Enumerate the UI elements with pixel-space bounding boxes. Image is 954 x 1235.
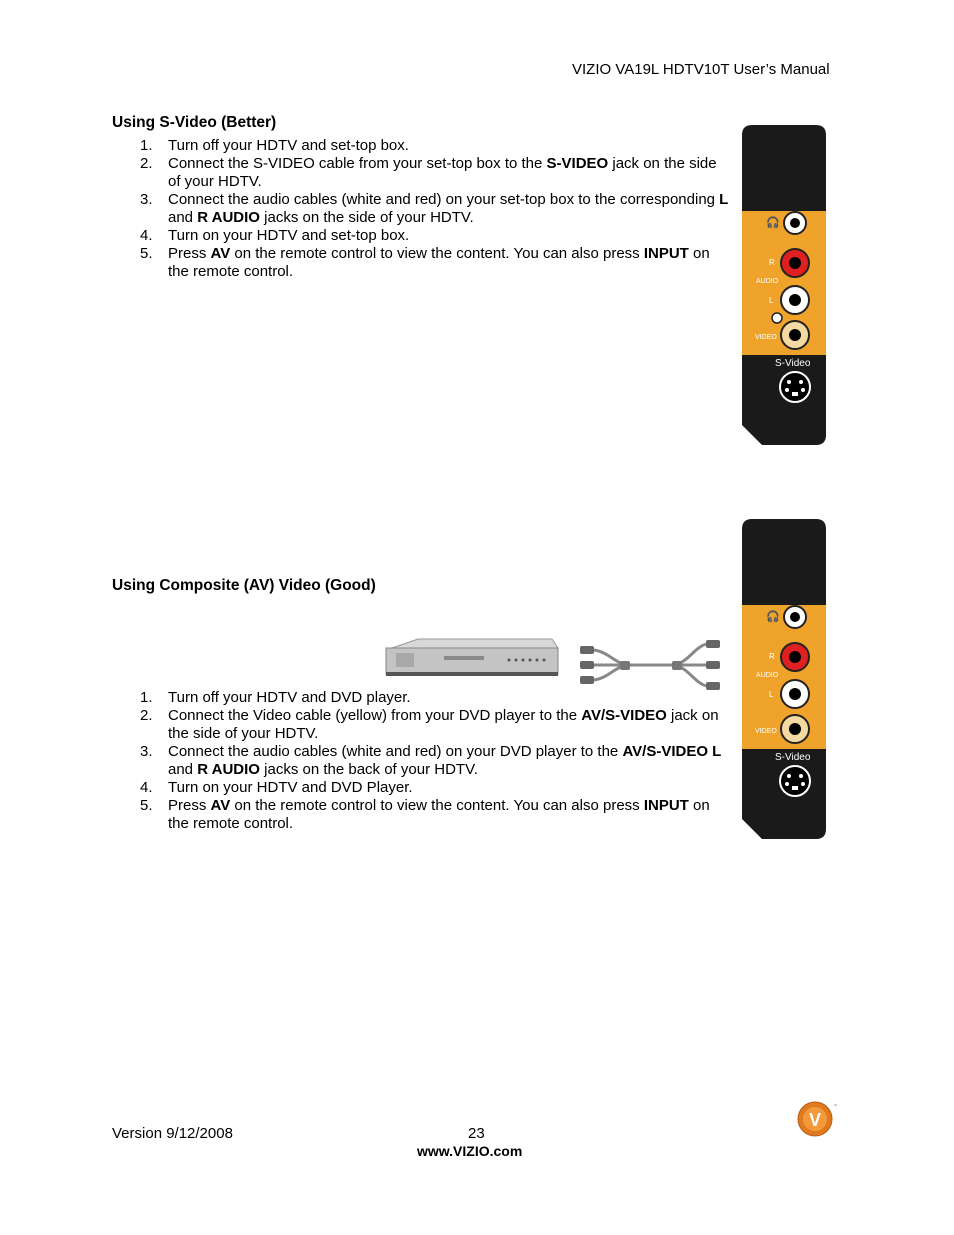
step-bold-text: AV/S-VIDEO — [581, 707, 667, 724]
step-item — [112, 191, 732, 227]
step-text: jacks on the back of your HDTV. — [259, 761, 478, 778]
step-item — [112, 743, 732, 779]
step-bold-text: S-VIDEO — [546, 155, 609, 172]
label-r: R — [769, 258, 775, 267]
label-svideo: S-Video — [775, 752, 811, 763]
step-item — [112, 689, 732, 707]
step-text: jacks on the side of your HDTV. — [259, 209, 474, 226]
step-text: and — [168, 761, 198, 778]
step-bold-text: INPUT — [643, 245, 689, 262]
step-text: Press — [168, 797, 211, 814]
composite-steps-list — [112, 689, 732, 833]
label-l: L — [769, 690, 774, 699]
label-audio: AUDIO — [756, 278, 779, 285]
step-bold-text: L — [719, 191, 729, 208]
step-text: Connect the audio cables (white and red) on your set-top box to the corresponding — [168, 191, 720, 208]
step-item — [112, 779, 732, 797]
tv-side-panel-composite — [742, 519, 826, 839]
headphone-icon: 🎧 — [766, 611, 780, 623]
dvd-player-illustration — [384, 638, 564, 680]
step-item — [112, 155, 732, 191]
label-video: VIDEO — [755, 334, 777, 341]
vizio-logo — [797, 1100, 837, 1138]
version-text: Version 9/12/2008 — [112, 1125, 233, 1142]
step-text: jack on the side of your HDTV. — [168, 707, 719, 742]
label-svideo: S-Video — [775, 358, 811, 369]
step-number: 5. — [140, 797, 153, 814]
step-bold-text: AV — [210, 245, 231, 262]
step-bold-text: AV/S-VIDEO L — [622, 743, 722, 760]
step-text: on the remote control to view the content. You can also press — [230, 797, 644, 814]
step-number: 4. — [140, 227, 153, 244]
svideo-jack-icon — [780, 372, 810, 402]
step-item — [112, 245, 732, 281]
step-number: 3. — [140, 191, 153, 208]
section-heading-composite: Using Composite (AV) Video (Good) — [112, 577, 376, 594]
step-item — [112, 137, 732, 155]
step-item — [112, 707, 732, 743]
label-video: VIDEO — [755, 728, 777, 735]
step-item — [112, 227, 732, 245]
step-item — [112, 797, 732, 833]
tv-side-panel-svideo — [742, 125, 826, 445]
headphone-icon: 🎧 — [766, 217, 780, 229]
step-text: on the remote control. — [168, 245, 710, 280]
step-number: 1. — [140, 137, 153, 154]
svg-text:V: V — [808, 1110, 822, 1130]
step-text: Connect the S-VIDEO cable from your set-top box to the — [168, 155, 547, 172]
step-bold-text: AV — [210, 797, 231, 814]
av-cable-illustration — [576, 634, 724, 696]
website-link[interactable]: www.VIZIO.com — [417, 1143, 523, 1159]
step-text: on the remote control. — [168, 797, 710, 832]
step-number: 2. — [140, 707, 153, 724]
step-text: Turn on your HDTV and DVD Player. — [168, 779, 413, 796]
step-text: Press — [168, 245, 211, 262]
step-text: Turn off your HDTV and DVD player. — [168, 689, 411, 706]
svideo-steps-list — [112, 137, 732, 281]
svg-text:™: ™ — [833, 1103, 837, 1108]
step-text: and — [168, 209, 198, 226]
step-number: 2. — [140, 155, 153, 172]
svideo-jack-icon — [780, 766, 810, 796]
step-number: 1. — [140, 689, 153, 706]
step-bold-text: R AUDIO — [197, 209, 260, 226]
step-bold-text: R AUDIO — [197, 761, 260, 778]
label-audio: AUDIO — [756, 672, 779, 679]
label-r: R — [769, 652, 775, 661]
label-l: L — [769, 296, 774, 305]
step-number: 3. — [140, 743, 153, 760]
section-heading-svideo: Using S-Video (Better) — [112, 114, 277, 131]
step-number: 5. — [140, 245, 153, 262]
step-text: jack on the side of your HDTV. — [168, 155, 717, 190]
step-text: Turn on your HDTV and set-top box. — [168, 227, 410, 244]
manual-title: VIZIO VA19L HDTV10T User’s Manual — [572, 61, 830, 78]
step-number: 4. — [140, 779, 153, 796]
step-text: Turn off your HDTV and set-top box. — [168, 137, 409, 154]
step-text: on the remote control to view the content. You can also press — [230, 245, 644, 262]
page-number: 23 — [468, 1125, 485, 1142]
step-text: Connect the audio cables (white and red) on your DVD player to the — [168, 743, 623, 760]
step-text: Connect the Video cable (yellow) from your DVD player to the — [168, 707, 582, 724]
step-bold-text: INPUT — [643, 797, 689, 814]
